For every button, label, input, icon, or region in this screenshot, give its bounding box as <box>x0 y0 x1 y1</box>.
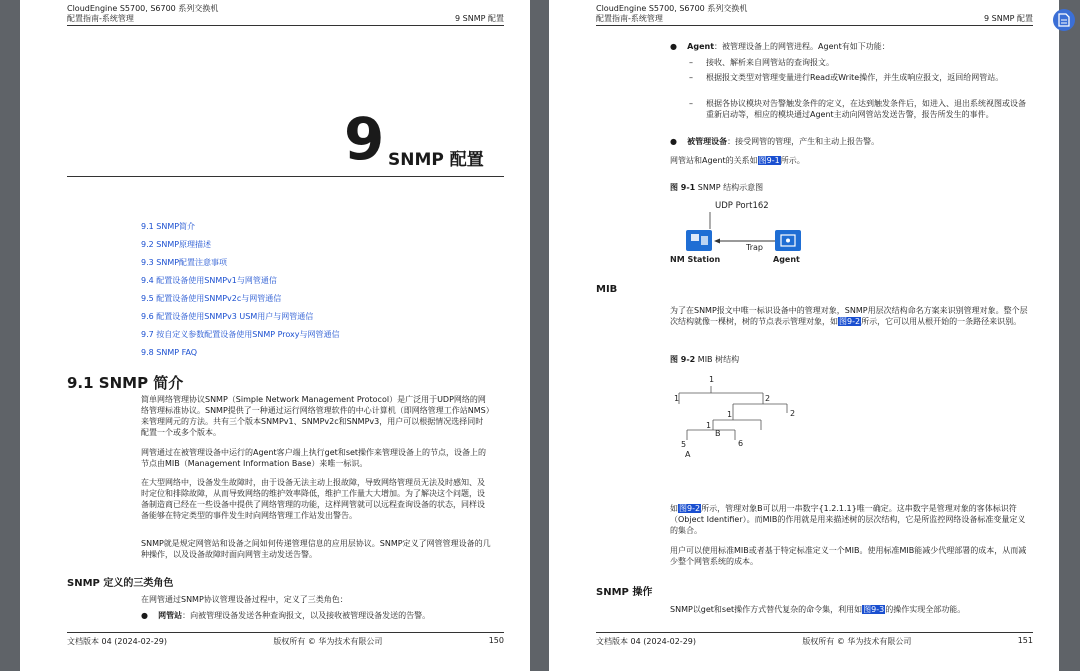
figure-ref-link[interactable]: 图9-1 <box>758 156 780 165</box>
roles-intro: 在网管通过SNMP协议管理设备过程中，定义了三类角色： <box>141 595 348 604</box>
page-number: 151 <box>1017 636 1033 645</box>
toc-item[interactable]: 9.7 按自定义参数配置设备使用SNMP Proxy与网管通信 <box>141 330 340 339</box>
agent-text: ：被管理设备上的网管进程。Agent有如下功能： <box>714 42 890 51</box>
figure-ref-link[interactable]: 图9-2 <box>679 504 701 513</box>
toc-item[interactable]: 9.5 配置设备使用SNMPv2c与网管通信 <box>141 294 282 303</box>
bullet-dot: ● <box>141 611 159 620</box>
page-151: CloudEngine S5700, S6700 系列交换机 配置指南-系统管理 9 SNMP 配置 ● Agent：被管理设备上的网管进程。Agent有如下功能： – 接收、解析来自网管站的查询报文。 – 根据报文类型对管理变量进行Read或Write操作，并生成响应报文，返回给网管站。 – 根据各协议模块对告警触发条件的定义，在达到触发条件后，如进入、退出系统视图或设备重新启动等，相应的模块通过Agent主动向网管站发送告警，报告所发生的事件。 ● 被管理设备：接受网管的管理，产生和主动上报告警。 网管站和Agent的关系如图9-1所示。 图 9-1 SNMP 结构示意图 UDP Port162 Trap NM Station Agent MIB 为了在SNMP报文中唯一标识设备中的管理对象，SNMP用层次结构命名方案来识别管理对象。整个层次结构就像一棵树，树的节点表示管理对象，如图9-2所示，它可以用从根开始的一条路径来识别。 图 9-2 MIB 树结构 1 1 2 1 2 1 B 5 6 A 如图9-2所示，管理对象B可以用一串数字{1.2.1.1}唯一确定。这串数字是管理对象的客体标识符（Object Identifier）。而MIB的作用就是用来描述树的层次结构，它是所监控网络设备标准变量定义的集合。 用户可以使用标准MIB或者基于特定标准定义一个MIB。使用标准MIB能减少代理部署的成本，从而减少整个网管系统的成本。 SNMP 操作 SNMP以get和set操作方式替代复杂的命令集，利用如图9-3的操作实现全部功能。 文档版本 04 (2024-02-29) 版权所有 © 华为技术有限公司 151 <box>549 0 1059 671</box>
snmp-ops-heading: SNMP 操作 <box>596 587 653 598</box>
figure-ref-link[interactable]: 图9-2 <box>839 317 861 326</box>
header-product: CloudEngine S5700, S6700 系列交换机 <box>596 4 748 13</box>
figure-1-caption: 图 9-1 SNMP 结构示意图 <box>670 183 764 192</box>
header-rule <box>596 25 1033 26</box>
definition-paragraph: SNMP就是规定网管站和设备之间如何传递管理信息的应用层协议。SNMP定义了网管管理设备的几种操作，以及设备故障时面向网管主动发送告警。 <box>141 539 491 559</box>
tree-node-label: 6 <box>738 439 744 448</box>
chapter-number: 9 <box>344 105 385 173</box>
footer-copyright: 版权所有 © 华为技术有限公司 <box>273 637 383 646</box>
figure-ref-link[interactable]: 图9-3 <box>863 605 885 614</box>
agent-function: 根据报文类型对管理变量进行Read或Write操作，并生成响应报文，返回给网管站。 <box>706 73 1004 82</box>
header-guide: 配置指南-系统管理 <box>596 14 663 23</box>
toc-item[interactable]: 9.3 SNMP配置注意事项 <box>141 258 228 267</box>
bullet-term: 网管站 <box>158 611 183 620</box>
mib-heading: MIB <box>596 284 618 295</box>
page-header <box>67 4 504 24</box>
header-guide: 配置指南-系统管理 <box>67 14 134 23</box>
tree-node-label: 2 <box>790 409 796 418</box>
chapter-title: SNMP 配置 <box>388 150 484 170</box>
tree-node-label: B <box>715 429 721 438</box>
header-rule <box>67 25 504 26</box>
footer-rule <box>67 632 504 633</box>
bullet-nms <box>141 610 496 621</box>
header-chapter: 9 SNMP 配置 <box>455 14 504 23</box>
toc-item[interactable]: 9.6 配置设备使用SNMPv3 USM用户与网管通信 <box>141 312 314 321</box>
header-product: CloudEngine S5700, S6700 系列交换机 <box>67 4 219 13</box>
nm-station-label: NM Station <box>670 255 721 264</box>
footer-version: 文档版本 04 (2024-02-29) <box>596 637 696 646</box>
toc-item[interactable]: 9.8 SNMP FAQ <box>141 348 198 357</box>
section-title: 9.1 SNMP 简介 <box>67 374 184 392</box>
tree-node-label: 1 <box>709 375 715 384</box>
tree-node-label: 1 <box>674 394 680 403</box>
bullet-device <box>670 136 1030 147</box>
mib-custom-paragraph: 用户可以使用标准MIB或者基于特定标准定义一个MIB。使用标准MIB能减少代理部署的成本，从而减少整个网管系统的成本。 <box>670 546 1027 566</box>
agent-function: 根据各协议模块对告警触发条件的定义，在达到触发条件后，如进入、退出系统视图或设备重新启动等，相应的模块通过Agent主动向网管站发送告警，报告所发生的事件。 <box>706 99 1026 119</box>
bullet-dot: ● <box>670 137 688 146</box>
page-footer <box>596 636 1033 647</box>
tree-node-label: 2 <box>765 394 771 403</box>
tree-node-label: A <box>685 450 691 459</box>
tree-node-label: 1 <box>727 410 733 419</box>
page-footer <box>67 636 504 647</box>
fault-paragraph: 在大型网络中，设备发生故障时，由于设备无法主动上报故障，导致网络管理员无法及时感知、及时定位和排除故障，从而导致网络的维护效率降低，维护工作量大大增加。为了解决这个问题，设备制造商已经在一些设备中提供了网络管理的功能，这样网管就可以远程查询设备的状态，同样设备能够在特定类型的事件发生时向网络管理工作站发出警告。 <box>141 478 485 520</box>
roles-heading: SNMP 定义的三类角色 <box>67 578 174 589</box>
udp-port-label: UDP Port162 <box>715 201 769 211</box>
tree-node-label: 1 <box>706 421 712 430</box>
mib-tree-diagram <box>669 368 809 463</box>
trap-label: Trap <box>746 243 763 252</box>
chapter-rule <box>67 176 504 177</box>
snmp-structure-diagram <box>664 192 814 267</box>
footer-rule <box>596 632 1033 633</box>
snmp-ops-paragraph: SNMP以get和set操作方式替代复杂的命令集，利用如图9-3的操作实现全部功能。 <box>670 605 966 614</box>
mib-paragraph: 为了在SNMP报文中唯一标识设备中的管理对象，SNMP用层次结构命名方案来识别管理对象。整个层次结构就像一棵树，树的节点表示管理对象，如图9-2所示，它可以用从根开始的一条路径来识别。 <box>670 306 1028 326</box>
tree-node-label: 5 <box>681 440 687 449</box>
agent-term: Agent <box>687 42 715 51</box>
agent-paragraph: 网管通过在被管理设备中运行的Agent客户端上执行get和set操作来管理设备上的节点，设备上的节点由MIB（Management Information Base）来唯一标识。 <box>141 448 487 468</box>
page-150 <box>20 0 530 671</box>
relation-sentence: 网管站和Agent的关系如图9-1所示。 <box>670 156 805 165</box>
footer-version: 文档版本 04 (2024-02-29) <box>67 637 167 646</box>
bullet-dot: ● <box>670 42 688 51</box>
header-chapter: 9 SNMP 配置 <box>984 14 1033 23</box>
bullet-text: ：向被管理设备发送各种查询报文，以及接收被管理设备发送的告警。 <box>182 611 431 620</box>
page-number: 150 <box>488 636 504 645</box>
footer-copyright: 版权所有 © 华为技术有限公司 <box>802 637 912 646</box>
device-term: 被管理设备 <box>687 137 728 146</box>
device-text: ：接受网管的管理，产生和主动上报告警。 <box>727 137 880 146</box>
agent-label: Agent <box>773 255 800 264</box>
toc <box>141 218 340 362</box>
intro-paragraph: 简单网络管理协议SNMP（Simple Network Management Protocol）是广泛用于UDP网络的网络管理标准协议。SNMP提供了一种通过运行网络管理软件的中心计算机（即网络管理工作站NMS）来管理网元的方法。共有三个版本SNMPv1、SNMPv2c和SNMPv3，用户可以根据情况选择同时配置一个或多个版本。 <box>141 395 490 437</box>
file-glyph <box>1058 13 1070 27</box>
toc-item[interactable]: 9.2 SNMP原理描述 <box>141 240 212 249</box>
document-icon[interactable] <box>1053 9 1075 31</box>
toc-item[interactable]: 9.4 配置设备使用SNMPv1与网管通信 <box>141 276 277 285</box>
agent-function: 接收、解析来自网管站的查询报文。 <box>706 58 834 67</box>
oid-paragraph: 如图9-2所示，管理对象B可以用一串数字{1.2.1.1}唯一确定。这串数字是管理对象的客体标识符（Object Identifier）。而MIB的作用就是用来描述树的层次结构，它是所监控网络设备标准变量定义的集合。 <box>670 504 1026 535</box>
toc-item[interactable]: 9.1 SNMP简介 <box>141 222 196 231</box>
page-header <box>596 4 1033 24</box>
bullet-agent <box>670 41 1030 52</box>
figure-2-caption: 图 9-2 MIB 树结构 <box>670 355 740 364</box>
